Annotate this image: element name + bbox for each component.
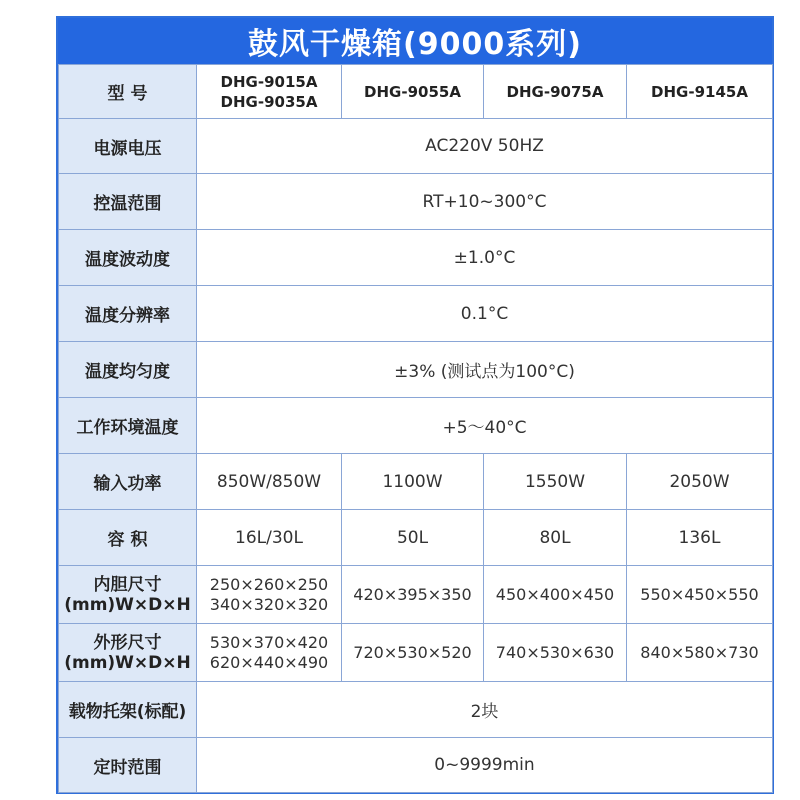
row-input-power [59, 454, 773, 510]
spec-table [58, 64, 773, 793]
row-power-supply [59, 119, 773, 174]
row-value: 840×580×730 [627, 624, 773, 682]
row-label: 工作环境温度 [59, 398, 197, 454]
row-value: 80L [484, 510, 627, 566]
row-value: +5～40°C [197, 398, 773, 454]
row-outer-size [59, 624, 773, 682]
row-ambient [59, 398, 773, 454]
row-label: 电源电压 [59, 119, 197, 174]
row-value: 740×530×630 [484, 624, 627, 682]
row-volume [59, 510, 773, 566]
row-label-line: 外形尺寸 [93, 632, 162, 653]
row-value: 720×530×520 [342, 624, 484, 682]
dim-line: 530×370×420 [209, 632, 329, 652]
row-fluctuation [59, 230, 773, 286]
row-label: 控温范围 [59, 174, 197, 230]
row-label: 载物托架(标配) [59, 682, 197, 738]
row-value: AC220V 50HZ [197, 119, 773, 174]
model-name: DHG-9015A [220, 72, 318, 91]
row-uniformity [59, 342, 773, 398]
model-label: 型 号 [59, 65, 197, 119]
row-value [197, 624, 342, 682]
model-row [59, 65, 773, 119]
row-label: 温度分辨率 [59, 286, 197, 342]
row-value: 16L/30L [197, 510, 342, 566]
row-value: 136L [627, 510, 773, 566]
model-cell: DHG-9075A [484, 65, 627, 119]
row-value: 2块 [197, 682, 773, 738]
dim-line-2: 340×320×320 [209, 594, 329, 614]
row-value: 850W/850W [197, 454, 342, 510]
row-label-unit: (mm)W×D×H [64, 594, 191, 615]
row-label-unit: (mm)W×D×H [64, 652, 191, 673]
row-timer [59, 738, 773, 793]
row-value: 2050W [627, 454, 773, 510]
row-label: 容 积 [59, 510, 197, 566]
row-value: 550×450×550 [627, 566, 773, 624]
row-label: 温度波动度 [59, 230, 197, 286]
model-cell: DHG-9145A [627, 65, 773, 119]
row-temp-range [59, 174, 773, 230]
row-value: 420×395×350 [342, 566, 484, 624]
dim-line: 250×260×250 [209, 574, 329, 594]
row-value: ±1.0°C [197, 230, 773, 286]
row-value: 50L [342, 510, 484, 566]
row-value: 0.1°C [197, 286, 773, 342]
row-value: 1550W [484, 454, 627, 510]
row-resolution [59, 286, 773, 342]
row-value: 0~9999min [197, 738, 773, 793]
model-cell [197, 65, 342, 119]
row-label-line: 内胆尺寸 [93, 574, 162, 595]
row-label [59, 624, 197, 682]
row-value [197, 566, 342, 624]
dim-line-2: 620×440×490 [209, 652, 329, 672]
row-value: ±3% (测试点为100°C) [197, 342, 773, 398]
row-label: 温度均匀度 [59, 342, 197, 398]
row-label: 输入功率 [59, 454, 197, 510]
row-value: 450×400×450 [484, 566, 627, 624]
row-label [59, 566, 197, 624]
row-value: 1100W [342, 454, 484, 510]
row-shelves [59, 682, 773, 738]
row-label: 定时范围 [59, 738, 197, 793]
row-value: RT+10~300°C [197, 174, 773, 230]
model-cell: DHG-9055A [342, 65, 484, 119]
model-name-2: DHG-9035A [220, 92, 318, 111]
spec-sheet [56, 16, 774, 794]
table-title: 鼓风干燥箱(9000系列) [58, 18, 772, 64]
row-inner-size [59, 566, 773, 624]
